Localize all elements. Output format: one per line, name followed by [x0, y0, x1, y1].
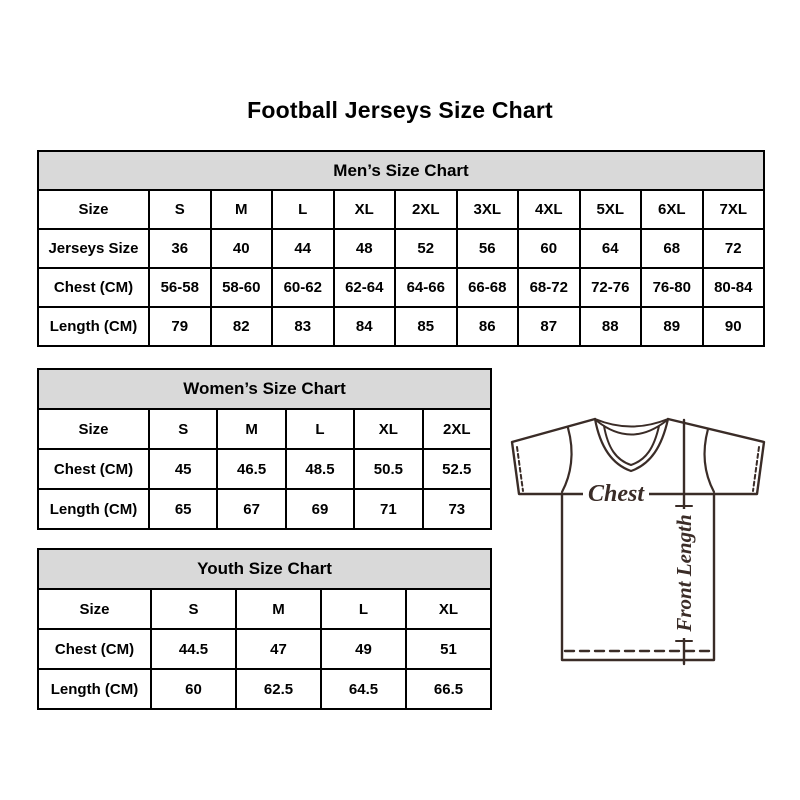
table-cell: M: [236, 589, 321, 629]
table-cell: S: [149, 190, 211, 229]
table-cell: 3XL: [457, 190, 519, 229]
table-cell: 7XL: [703, 190, 765, 229]
table-cell: 48.5: [286, 449, 354, 489]
table-title: Women’s Size Chart: [38, 369, 491, 409]
table-cell: 80-84: [703, 268, 765, 307]
table-cell: XL: [406, 589, 491, 629]
table-cell: 46.5: [217, 449, 285, 489]
row-header-cell: Chest (CM): [38, 268, 149, 307]
table-cell: L: [286, 409, 354, 449]
table-cell: 65: [149, 489, 217, 529]
table-cell: 5XL: [580, 190, 642, 229]
table-row: [38, 629, 491, 669]
youth-size-table: [37, 548, 492, 710]
table-row: [38, 589, 491, 629]
table-cell: 2XL: [423, 409, 491, 449]
table-cell: 51: [406, 629, 491, 669]
row-header-cell: Size: [38, 409, 149, 449]
table-cell: 36: [149, 229, 211, 268]
table-cell: 62.5: [236, 669, 321, 709]
table-cell: 71: [354, 489, 422, 529]
table-cell: 4XL: [518, 190, 580, 229]
table-title: Youth Size Chart: [38, 549, 491, 589]
table-cell: 88: [580, 307, 642, 346]
table-cell: 68-72: [518, 268, 580, 307]
front-length-measure-label: Front Length: [672, 514, 696, 632]
row-header-cell: Size: [38, 589, 151, 629]
table-cell: 79: [149, 307, 211, 346]
table-cell: 60: [151, 669, 236, 709]
table-cell: 72: [703, 229, 765, 268]
table-cell: 50.5: [354, 449, 422, 489]
row-header-cell: Chest (CM): [38, 629, 151, 669]
table-cell: 87: [518, 307, 580, 346]
table-row: [38, 229, 764, 268]
table-cell: 64-66: [395, 268, 457, 307]
table-cell: 66.5: [406, 669, 491, 709]
table-title: Men’s Size Chart: [38, 151, 764, 190]
table-cell: 62-64: [334, 268, 396, 307]
table-cell: 86: [457, 307, 519, 346]
table-cell: 56: [457, 229, 519, 268]
table-cell: 2XL: [395, 190, 457, 229]
table-cell: 68: [641, 229, 703, 268]
page-title: Football Jerseys Size Chart: [247, 97, 553, 123]
table-cell: XL: [354, 409, 422, 449]
table-row: [38, 190, 764, 229]
table-cell: 64.5: [321, 669, 406, 709]
jersey-measurement-diagram: [503, 413, 773, 667]
table-cell: S: [151, 589, 236, 629]
mens-size-table: [37, 150, 765, 347]
table-cell: 90: [703, 307, 765, 346]
row-header-cell: Length (CM): [38, 489, 149, 529]
table-cell: 89: [641, 307, 703, 346]
table-cell: 48: [334, 229, 396, 268]
table-cell: 72-76: [580, 268, 642, 307]
jersey-collar-back-line: [595, 419, 668, 427]
table-cell: 64: [580, 229, 642, 268]
table-cell: 56-58: [149, 268, 211, 307]
table-row: [38, 449, 491, 489]
row-header-cell: Chest (CM): [38, 449, 149, 489]
table-cell: S: [149, 409, 217, 449]
table-cell: 49: [321, 629, 406, 669]
table-cell: 60-62: [272, 268, 334, 307]
table-cell: 85: [395, 307, 457, 346]
table-cell: 58-60: [211, 268, 273, 307]
table-cell: M: [217, 409, 285, 449]
table-cell: 66-68: [457, 268, 519, 307]
table-cell: M: [211, 190, 273, 229]
table-cell: 47: [236, 629, 321, 669]
table-row: [38, 409, 491, 449]
womens-size-table: [37, 368, 492, 530]
table-cell: 60: [518, 229, 580, 268]
table-cell: 44: [272, 229, 334, 268]
table-cell: 82: [211, 307, 273, 346]
table-cell: 69: [286, 489, 354, 529]
table-row: [38, 268, 764, 307]
table-cell: L: [321, 589, 406, 629]
row-header-cell: Size: [38, 190, 149, 229]
table-cell: 76-80: [641, 268, 703, 307]
table-row: [38, 307, 764, 346]
table-cell: XL: [334, 190, 396, 229]
table-cell: 45: [149, 449, 217, 489]
row-header-cell: Length (CM): [38, 307, 149, 346]
row-header-cell: Jerseys Size: [38, 229, 149, 268]
table-row: [38, 669, 491, 709]
table-cell: L: [272, 190, 334, 229]
table-cell: 40: [211, 229, 273, 268]
table-row: [38, 489, 491, 529]
table-cell: 67: [217, 489, 285, 529]
jersey-left-seam: [562, 428, 572, 492]
table-cell: 73: [423, 489, 491, 529]
table-cell: 44.5: [151, 629, 236, 669]
table-cell: 84: [334, 307, 396, 346]
table-cell: 6XL: [641, 190, 703, 229]
table-cell: 52: [395, 229, 457, 268]
chest-measure-label: Chest: [587, 481, 645, 507]
table-cell: 52.5: [423, 449, 491, 489]
row-header-cell: Length (CM): [38, 669, 151, 709]
table-cell: 83: [272, 307, 334, 346]
jersey-right-seam: [704, 429, 714, 492]
